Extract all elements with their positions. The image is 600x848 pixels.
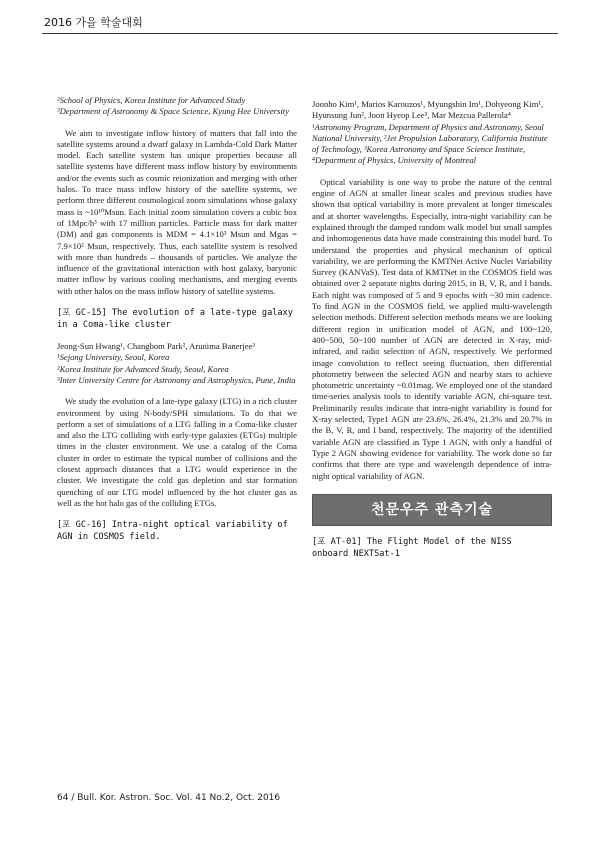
page-footer: 64 / Bull. Kor. Astron. Soc. Vol. 41 No.2, Oct. 2016	[57, 793, 281, 803]
abstract-body-gc15: We study the evolution of a late-type galaxy (LTG) in a rich cluster environment by using N-body/SPH simulations. To do that we perform a set of simulations of a LTG falling in a Coma-like cluster and also the LTG colliding with early-type galaxies (ETGs) multiple times in the cluster environment. We use a catalog of the Coma cluster in order to estimate the typical number of collisions and the closest approach distances that a LTG would experience in the cluster. We investigate the cold gas depletion and star formation quenching of our LTG model influenced by the hot cluster gas as well as the hot halo gas of the colliding ETGs.	[57, 396, 297, 508]
authors-gc15: Jeong-Sun Hwang¹, Changbom Park², Arunima Banerjee³	[57, 341, 255, 352]
abstract-body-gc16: Optical variability is one way to probe the nature of the central engine of AGN at smaller linear scales and previous studies have shown that optical variability is more prevalent at longer timescales and at shorter wavelengths. Especially, intra-night variability can be explained through the damped random walk model but small samples and inhomogeneous data have made constraining this model hard. To understand the properties and physical mechanism of optical variability, we are performing the KMTNet Active Nuclei Variability Survey (KANVaS). Test data of KMTNet in the COSMOS field was obtained over 2 separate nights during 2015, in B, V, R, and I bands. Each night was composed of 5 and 9 epochs with ~30 min cadence. To find AGN in the COSMOS field, we applied multi-wavelength selection methods. Different selection methods means we are looking different region in unification model of AGN, and 100~120, 400~500, 50~100 number of AGN are detected in X-ray, mid-infrared, and radio selection of AGN, respectively. We performed image convolution to reflect seeing fluctuation, then differential photometry between the selected AGN and nearby stars to achieve photometric uncertainty ~0.01mag. We employed one of the standard time-series analysis tools to identify variable AGN, chi-square test. Preliminarily results indicate that intra-night variability is found for X-ray selected, Type1 AGN are 23.6%, 26.4%, 21.3% and 20.7% in the B, V, R, and I band, respectively. The majority of the identified variable AGN are classified as Type 1 AGN, with only a handful of Type 2 AGN showing evidence for variability. The work done so far confirms that there are type and wavelength dependence of intra-night optical variability of AGN.	[312, 176, 552, 481]
running-header: 2016 가을 학술대회	[44, 16, 143, 29]
affiliation-line: ²Korea Institute for Advanced Study, Seoul, Korea	[57, 363, 229, 374]
header-rule	[42, 33, 558, 34]
affiliation-line: ²School of Physics, Korea Institute for Advanced Study	[57, 95, 246, 105]
abstract-title-at01: [포 AT-01] The Flight Model of the NISS onboard NEXTSat-1	[312, 536, 512, 559]
section-banner: 천문우주 관측기술	[312, 494, 552, 526]
affiliation-line: ¹Sejong University, Seoul, Korea	[57, 352, 170, 363]
authors-gc16: Joonho Kim¹, Marios Karouzos¹, Myungshin Im¹, Dohyeong Kim¹, Hyunsung Jun², Joon Hyeop Lee³, Mar Mezcua Pallerola⁴	[312, 99, 544, 121]
abstract-title-gc16: [포 GC-16] Intra-night optical variability of AGN in COSMOS field.	[57, 520, 288, 543]
abstract-title-gc15: [포 GC-15] The evolution of a late-type galaxy in a Coma-like cluster	[57, 308, 293, 331]
affiliations-gc16: ¹Astronomy Program, Department of Physics and Astronomy, Seoul National University, ²Jet Propulsion Laboratory, California Institute of Technology, ³Korea Astronomy and Space Science Institute, ⁴Department of Physics, University of Montreal	[312, 121, 548, 166]
right-column	[312, 99, 552, 560]
left-column	[57, 95, 297, 543]
abstract-body: We aim to investigate inflow history of matters that fall into the satellite systems around a dwarf galaxy in Lambda-Cold Dark Matter model. Each satellite system has unique properties because all satellite systems have different mass inflow history by environments and/or the events such as cosmic reionization and merging with other halos. To trace mass inflow history of the satellite systems, we perform three different cosmological zoom simulations whose galaxy mass is ~10¹⁰Msun. Each initial zoom simulation covers a cubic box of 1Mpc/h³ with 17 million particles. Particle mass for dark matter (DM) and gas components is MDM = 4.1×10³ Msun and Mgas = 7.9×10² Msun, respectively. Thus, each satellite system is resolved with more than hundreds – thousands of particles. We analyze the influence of the gravitational interaction with host galaxy, baryonic matter inflow by various cooling mechanisms, and merging events with other halos on the mass inflow history of satellite systems.	[57, 127, 297, 296]
affiliation-line: ³Inter University Centre for Astronomy and Astrophysics, Pune, India	[57, 374, 296, 385]
affiliation-line: ³Department of Astronomy & Space Science, Kyung Hee University	[57, 106, 289, 117]
